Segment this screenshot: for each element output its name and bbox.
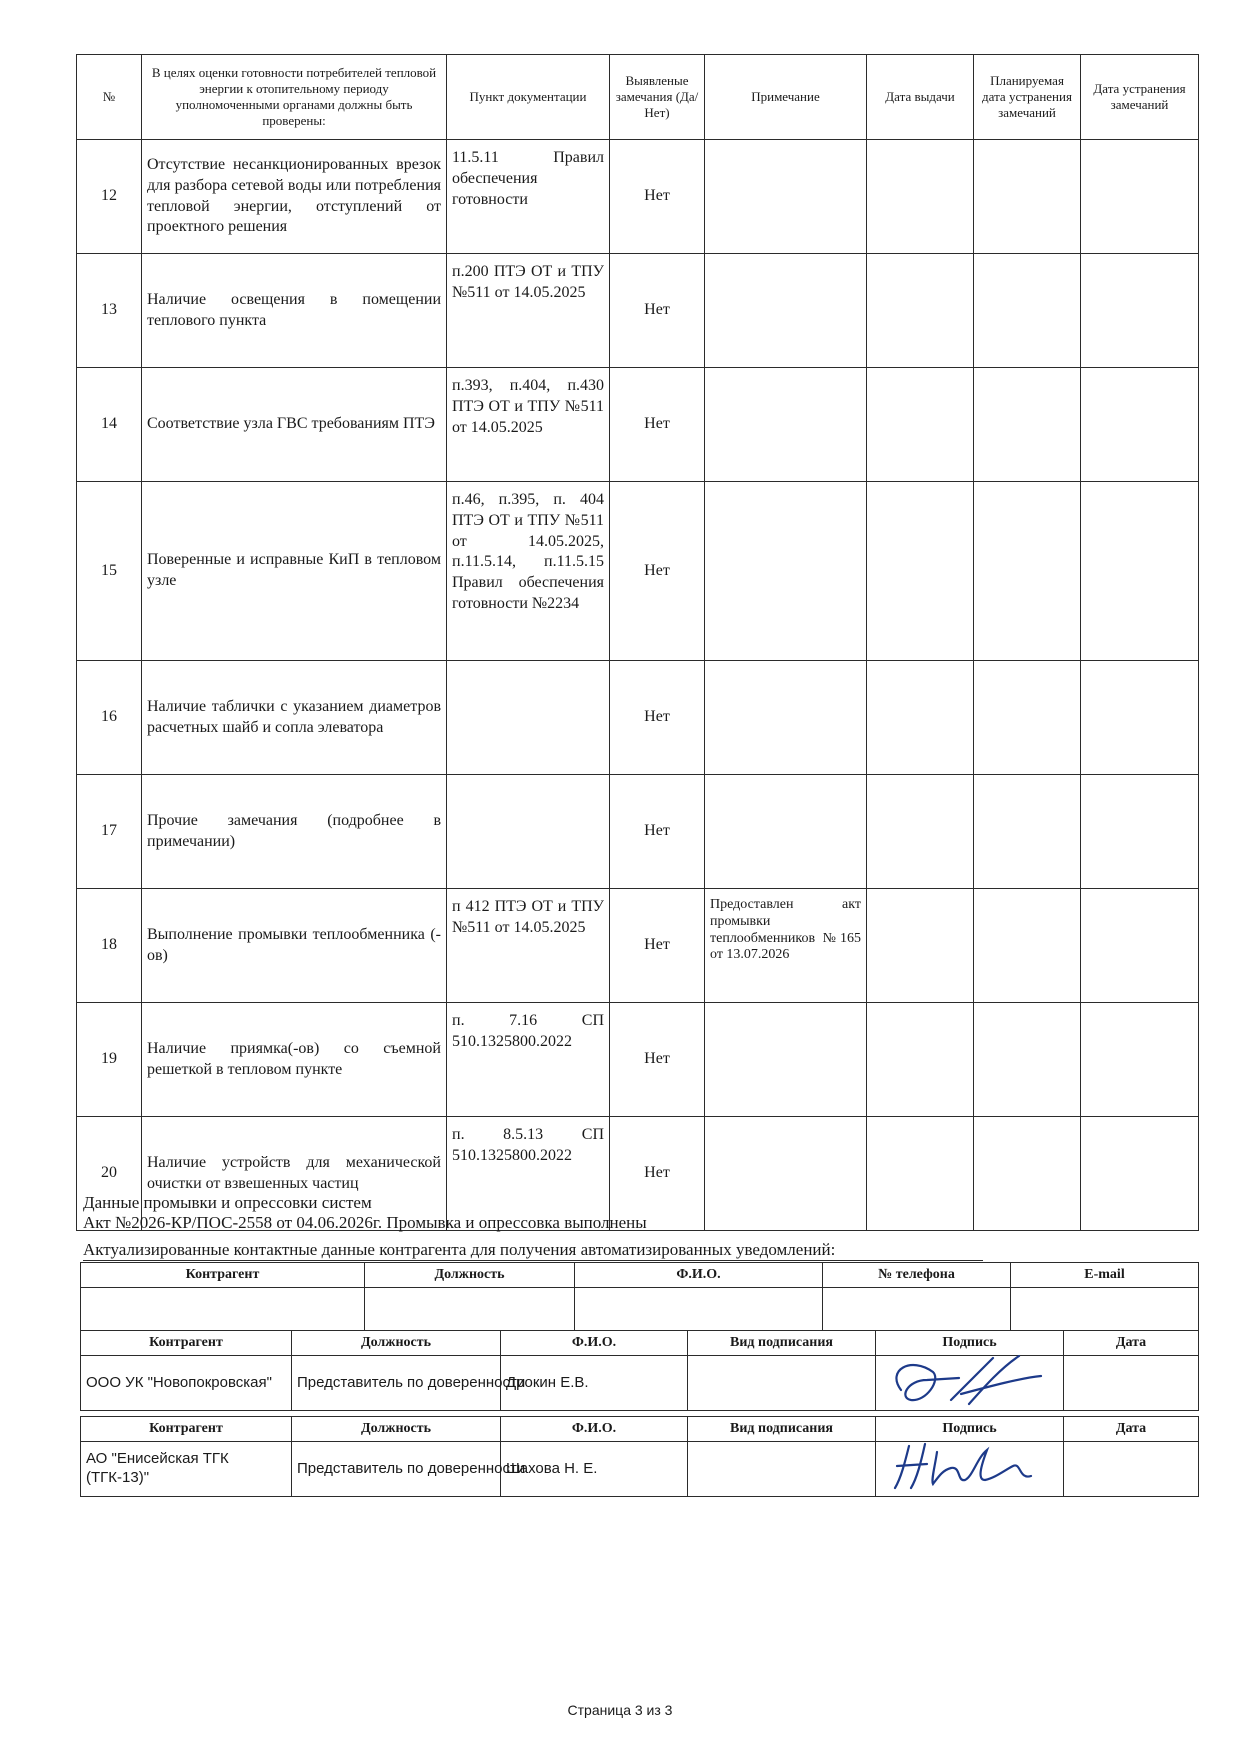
table-row — [77, 889, 1199, 1003]
flush-act: Акт №2026-КР/ПОС-2558 от 04.06.2026г. Промывка и опрессовка выполнены — [83, 1213, 647, 1232]
row-desc: Соответствие узла ГВС требованиям ПТЭ — [142, 368, 447, 482]
table-row — [77, 140, 1199, 254]
row-issue-date — [867, 1003, 974, 1117]
signature-table-uk — [80, 1330, 1199, 1411]
row-fix-date — [1081, 482, 1199, 661]
header-num: № — [77, 55, 142, 140]
sig-position: Представитель по доверенности — [292, 1442, 501, 1497]
sig-header-position: Должность — [292, 1417, 501, 1442]
contacts-header-name: Ф.И.О. — [575, 1263, 823, 1288]
signature-table-tgk — [80, 1416, 1199, 1497]
row-found: Нет — [610, 889, 705, 1003]
sig-header-position: Должность — [292, 1331, 501, 1356]
sig-header-signature: Подпись — [876, 1417, 1064, 1442]
row-found: Нет — [610, 775, 705, 889]
row-found: Нет — [610, 368, 705, 482]
contacts-header-row — [81, 1263, 1199, 1288]
header-check: В целях оценки готовности потребителей тепловой энергии к отопительному периоду уполномоченными органами должны быть проверены: — [142, 55, 447, 140]
row-planned-date — [974, 482, 1081, 661]
contacts-table — [80, 1262, 1199, 1331]
sig-method — [688, 1356, 876, 1411]
sig-name: Дрокин Е.В. — [501, 1356, 688, 1411]
row-fix-date — [1081, 254, 1199, 368]
row-fix-date — [1081, 1117, 1199, 1231]
sig-org: ООО УК "Новопокровская" — [81, 1356, 292, 1411]
row-desc: Наличие таблички с указанием диаметров расчетных шайб и сопла элеватора — [142, 661, 447, 775]
row-doc: п. 7.16 СП 510.1325800.2022 — [447, 1003, 610, 1117]
row-note — [705, 482, 867, 661]
row-planned-date — [974, 1003, 1081, 1117]
table-header-row — [77, 55, 1199, 140]
row-planned-date — [974, 775, 1081, 889]
handwritten-signature-icon — [881, 1444, 1058, 1494]
row-num: 13 — [77, 254, 142, 368]
row-planned-date — [974, 368, 1081, 482]
handwritten-signature-icon — [881, 1358, 1058, 1408]
contacts-header-org: Контрагент — [81, 1263, 365, 1288]
sig-date — [1064, 1442, 1199, 1497]
row-issue-date — [867, 889, 974, 1003]
sig-method — [688, 1442, 876, 1497]
sig-header-signature: Подпись — [876, 1331, 1064, 1356]
contacts-header-phone: № телефона — [823, 1263, 1011, 1288]
row-planned-date — [974, 254, 1081, 368]
row-num: 15 — [77, 482, 142, 661]
row-found: Нет — [610, 1003, 705, 1117]
row-desc: Выполнение промывки теплообменника (-ов) — [142, 889, 447, 1003]
row-issue-date — [867, 140, 974, 254]
row-planned-date — [974, 1117, 1081, 1231]
row-planned-date — [974, 889, 1081, 1003]
header-planned-date: Планируемая дата устранения замечаний — [974, 55, 1081, 140]
row-num: 20 — [77, 1117, 142, 1231]
row-fix-date — [1081, 661, 1199, 775]
table-row — [77, 368, 1199, 482]
row-num: 14 — [77, 368, 142, 482]
sig-signature-cell — [876, 1356, 1064, 1411]
row-found: Нет — [610, 482, 705, 661]
row-note — [705, 140, 867, 254]
sig-name: Шахова Н. Е. — [501, 1442, 688, 1497]
sig-date — [1064, 1356, 1199, 1411]
row-desc: Отсутствие несанкционированных врезок для разбора сетевой воды или потребления тепловой энергии, отступлений от проектного решения — [142, 140, 447, 254]
signature-row — [81, 1356, 1199, 1411]
row-fix-date — [1081, 1003, 1199, 1117]
row-fix-date — [1081, 368, 1199, 482]
row-note — [705, 1117, 867, 1231]
row-note — [705, 1003, 867, 1117]
sig-header-date: Дата — [1064, 1417, 1199, 1442]
row-issue-date — [867, 661, 974, 775]
contacts-empty-row — [81, 1288, 1199, 1331]
contacts-org-cell — [81, 1288, 365, 1331]
sig-header-org: Контрагент — [81, 1417, 292, 1442]
header-found: Выявленые замечания (Да/Нет) — [610, 55, 705, 140]
table-row — [77, 1003, 1199, 1117]
row-issue-date — [867, 482, 974, 661]
sig-header-method: Вид подписания — [688, 1417, 876, 1442]
row-issue-date — [867, 775, 974, 889]
row-doc: п 412 ПТЭ ОТ и ТПУ №511 от 14.05.2025 — [447, 889, 610, 1003]
row-note — [705, 368, 867, 482]
table-row — [77, 482, 1199, 661]
row-doc — [447, 775, 610, 889]
row-desc: Прочие замечания (подробнее в примечании) — [142, 775, 447, 889]
inspection-table — [76, 54, 1199, 1231]
contacts-phone-cell — [823, 1288, 1011, 1331]
row-doc: п.46, п.395, п. 404 ПТЭ ОТ и ТПУ №511 от 14.05.2025, п.11.5.14, п.11.5.15 Правил обеспечения готовности №2234 — [447, 482, 610, 661]
header-note: Примечание — [705, 55, 867, 140]
row-num: 18 — [77, 889, 142, 1003]
row-found: Нет — [610, 1117, 705, 1231]
header-fix-date: Дата устранения замечаний — [1081, 55, 1199, 140]
contacts-header-position: Должность — [365, 1263, 575, 1288]
table-row — [77, 661, 1199, 775]
row-found: Нет — [610, 661, 705, 775]
contacts-email-cell — [1011, 1288, 1199, 1331]
table-row — [77, 775, 1199, 889]
row-fix-date — [1081, 140, 1199, 254]
row-fix-date — [1081, 889, 1199, 1003]
row-desc: Наличие устройств для механической очистки от взвешенных частиц — [142, 1117, 447, 1231]
sig-header-org: Контрагент — [81, 1331, 292, 1356]
row-desc: Наличие приямка(-ов) со съемной решеткой в тепловом пункте — [142, 1003, 447, 1117]
contacts-position-cell — [365, 1288, 575, 1331]
row-doc: п. 8.5.13 СП 510.1325800.2022 — [447, 1117, 610, 1231]
contacts-header-email: E-mail — [1011, 1263, 1199, 1288]
contacts-heading: Актуализированные контактные данные контрагента для получения автоматизированных уведомлений: — [83, 1240, 983, 1261]
row-doc: 11.5.11 Правил обеспечения готовности — [447, 140, 610, 254]
row-desc: Поверенные и исправные КиП в тепловом узле — [142, 482, 447, 661]
header-doc: Пункт документации — [447, 55, 610, 140]
contacts-name-cell — [575, 1288, 823, 1331]
row-num: 12 — [77, 140, 142, 254]
row-desc: Наличие освещения в помещении теплового пункта — [142, 254, 447, 368]
sig-header-date: Дата — [1064, 1331, 1199, 1356]
sig-position: Представитель по доверенности — [292, 1356, 501, 1411]
row-found: Нет — [610, 140, 705, 254]
row-fix-date — [1081, 775, 1199, 889]
row-note: Предоставлен акт промывки теплообменников №165 от 13.07.2026 — [705, 889, 867, 1003]
page-number: Страница 3 из 3 — [567, 1702, 673, 1718]
sig-signature-cell — [876, 1442, 1064, 1497]
row-planned-date — [974, 140, 1081, 254]
row-note — [705, 775, 867, 889]
row-note — [705, 254, 867, 368]
row-issue-date — [867, 254, 974, 368]
row-found: Нет — [610, 254, 705, 368]
sig-header-method: Вид подписания — [688, 1331, 876, 1356]
row-num: 17 — [77, 775, 142, 889]
row-issue-date — [867, 1117, 974, 1231]
row-num: 16 — [77, 661, 142, 775]
signature-row — [81, 1442, 1199, 1497]
row-note — [705, 661, 867, 775]
sig-org: АО "Енисейская ТГК (ТГК-13)" — [81, 1442, 292, 1497]
header-issue-date: Дата выдачи — [867, 55, 974, 140]
sig-header-name: Ф.И.О. — [501, 1331, 688, 1356]
row-num: 19 — [77, 1003, 142, 1117]
flush-title: Данные промывки и опрессовки систем — [83, 1193, 372, 1212]
table-row — [77, 254, 1199, 368]
row-planned-date — [974, 661, 1081, 775]
row-doc: п.393, п.404, п.430 ПТЭ ОТ и ТПУ №511 от 14.05.2025 — [447, 368, 610, 482]
sig-header-name: Ф.И.О. — [501, 1417, 688, 1442]
row-issue-date — [867, 368, 974, 482]
row-doc — [447, 661, 610, 775]
row-doc: п.200 ПТЭ ОТ и ТПУ №511 от 14.05.2025 — [447, 254, 610, 368]
